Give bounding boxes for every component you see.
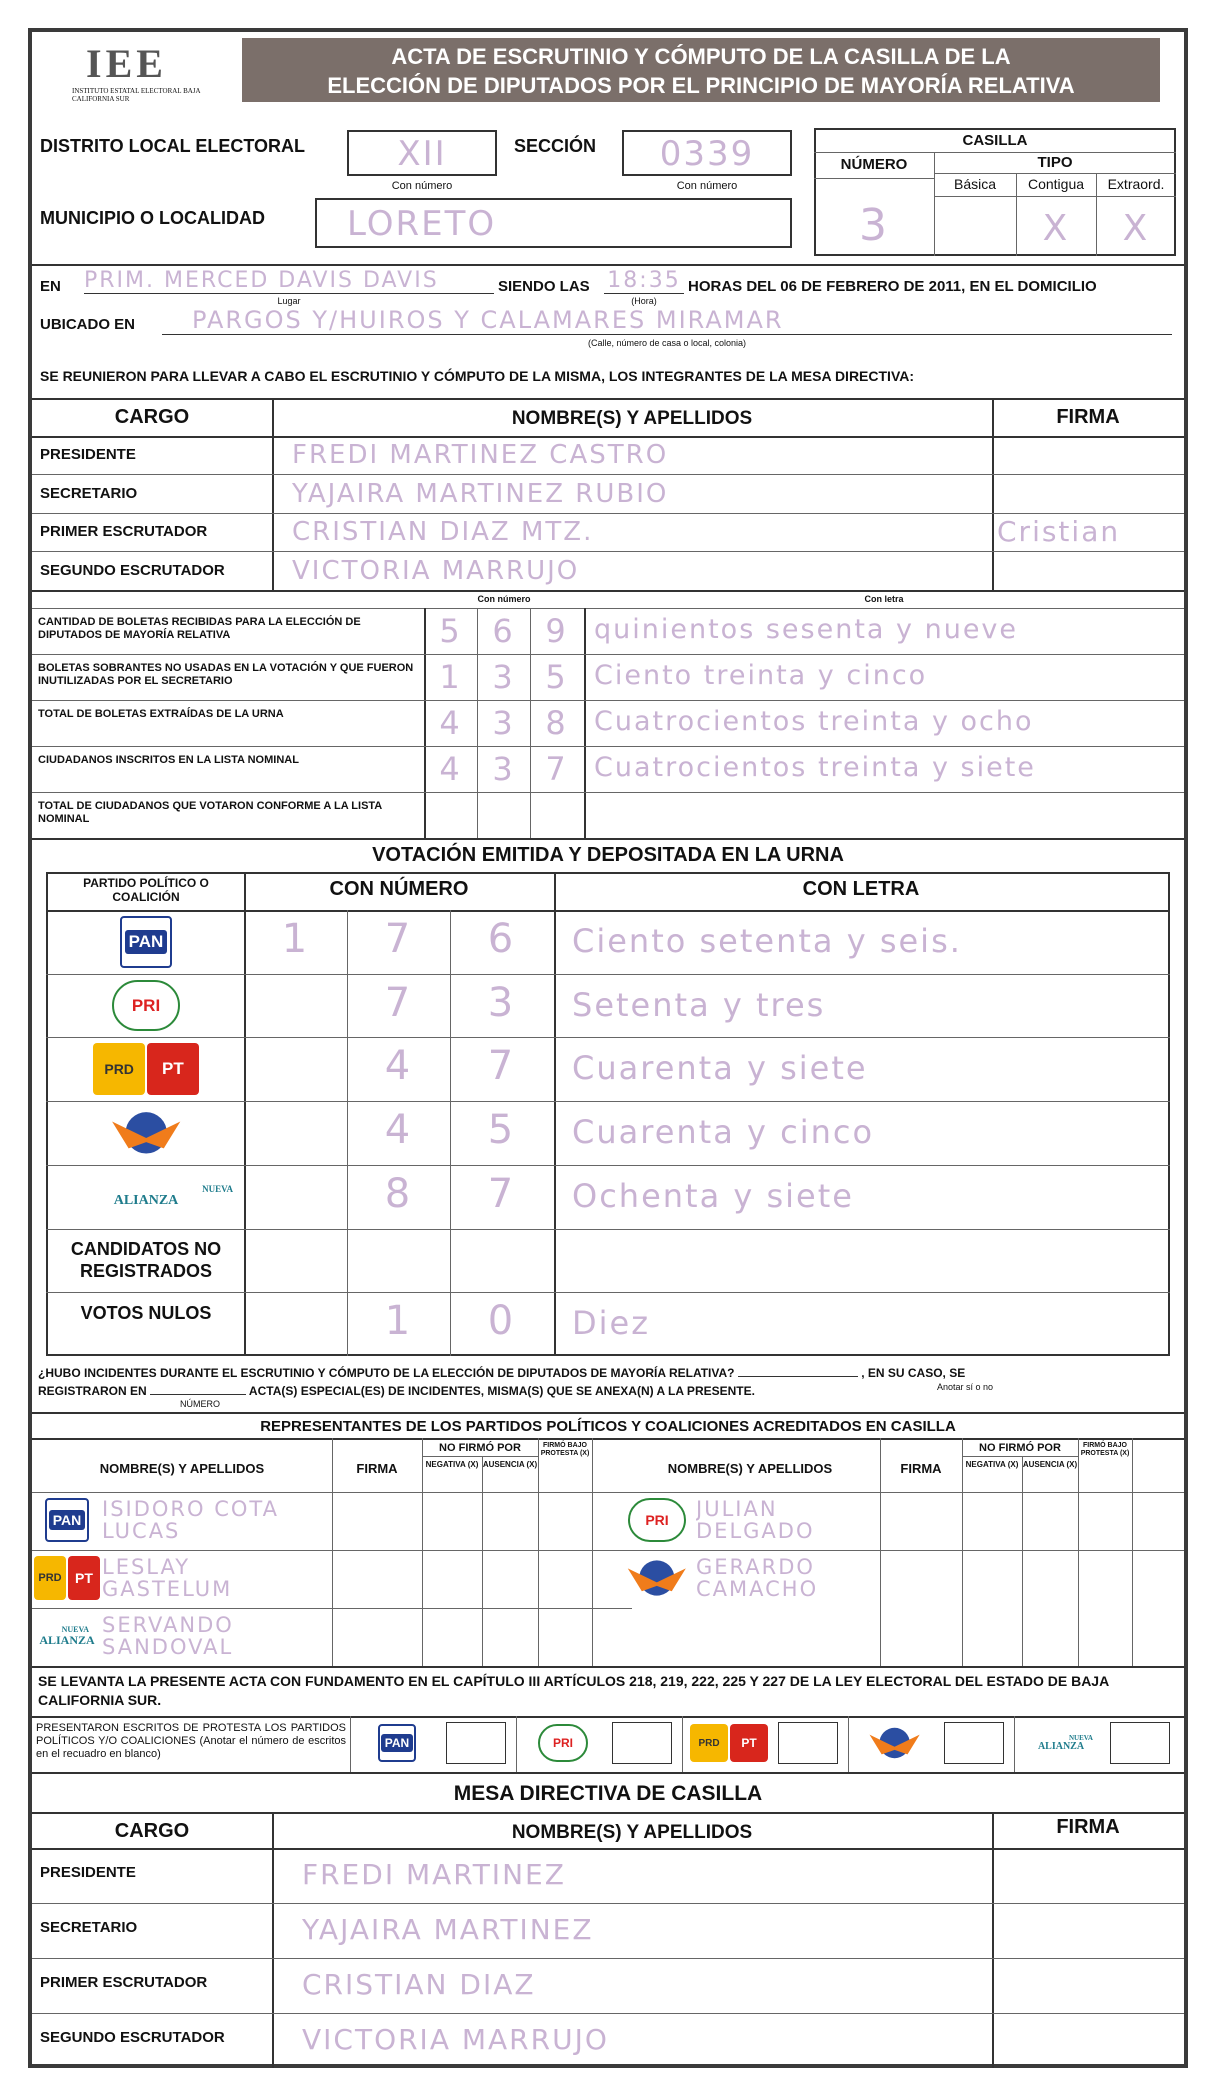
- votacion-letra-1[interactable]: Setenta y tres: [572, 985, 826, 1024]
- incidentes-q4: ACTA(S) ESPECIAL(ES) DE INCIDENTES, MISMA(S) QUE SE ANEXA(N) A LA PRESENTE.: [248, 1384, 755, 1398]
- mesa1-cargo-2: PRIMER ESCRUTADOR: [40, 523, 208, 540]
- rep-header-0-bajo_protesta: FIRMÓ BAJO PROTESTA (X): [540, 1442, 590, 1457]
- mesa2-firma-1[interactable]: [994, 1905, 1180, 1955]
- protesta-box-2[interactable]: [778, 1722, 838, 1764]
- pri-logo-icon: [112, 980, 179, 1032]
- rep-header-1-negativa: NEGATIVA (X): [965, 1460, 1019, 1469]
- boletas-label-2: TOTAL DE BOLETAS EXTRAÍDAS DE LA URNA: [38, 708, 284, 720]
- votacion-party-cell-6: [48, 1292, 244, 1356]
- ubicado-label: UBICADO EN: [40, 316, 136, 333]
- pri-logo-text: PRI: [645, 1512, 669, 1528]
- mesa2-firma-3[interactable]: [994, 2015, 1180, 2065]
- votacion-digit-6-2[interactable]: 0: [487, 1298, 516, 1345]
- pan-logo-icon: [120, 916, 172, 968]
- pan-logo-icon: [45, 1498, 89, 1542]
- boletas-con-numero: Con número: [477, 594, 531, 604]
- mesa2-nombre-0[interactable]: FREDI MARTINEZ: [302, 1858, 566, 1891]
- boletas-digit-3-1[interactable]: 3: [492, 750, 515, 788]
- fundamento-text: SE LEVANTA LA PRESENTE ACTA CON FUNDAMENTO EN EL CAPÍTULO III ARTÍCULOS 218, 219, 222, 225 Y 227 DE LA LEY ELECTORAL DEL ESTADO DE BAJA CALIFORNIA SUR.: [38, 1673, 1109, 1708]
- votacion-party-cell-1: [48, 974, 244, 1038]
- en-label: EN: [40, 278, 61, 295]
- mesa2-cargo-3: SEGUNDO ESCRUTADOR: [40, 2029, 225, 2046]
- party-logo-convergencia: [48, 1107, 244, 1159]
- votacion-digit-4-1[interactable]: 8: [384, 1170, 413, 1217]
- votacion-party-cell-0: [48, 910, 244, 974]
- municipio-field: [315, 198, 792, 248]
- boletas-letra-1[interactable]: Ciento treinta y cinco: [594, 660, 928, 691]
- boletas-digit-2-1[interactable]: 3: [492, 704, 515, 742]
- hora-value: 18:35: [604, 268, 684, 294]
- votacion-numero-header: CON NÚMERO: [329, 878, 469, 900]
- votacion-digit-0-2[interactable]: 6: [487, 916, 516, 962]
- votacion-letra-4[interactable]: Ochenta y siete: [572, 1176, 854, 1215]
- extraord-mark: X: [1122, 208, 1150, 249]
- boletas-label-4: TOTAL DE CIUDADANOS QUE VOTARON CONFORME A LA LISTA NOMINAL: [38, 800, 382, 825]
- mesa1-cargo-1: SECRETARIO: [40, 484, 138, 502]
- boletas-digit-1-2[interactable]: 5: [545, 658, 568, 696]
- pan-logo-text: PAN: [381, 1734, 413, 1752]
- seccion-field: [622, 130, 792, 176]
- mesa2-nombre-3[interactable]: VICTORIA MARRUJO: [302, 2023, 609, 2056]
- votacion-letra-2[interactable]: Cuarenta y siete: [572, 1049, 868, 1088]
- party-logo-pan: [48, 916, 244, 968]
- prd-logo-text: PRD: [698, 1737, 720, 1749]
- rep-header-1-bajo_protesta: FIRMÓ BAJO PROTESTA (X): [1080, 1442, 1130, 1457]
- boletas-letra-0[interactable]: quinientos sesenta y nueve: [594, 614, 1019, 645]
- pan-logo-icon: [378, 1724, 416, 1762]
- pri-logo-text: PRI: [131, 995, 161, 1015]
- rep-right-nombre-0[interactable]: JULIAN DELGADO: [696, 1498, 815, 1543]
- tipo-header: TIPO: [1037, 154, 1073, 171]
- votacion-digit-1-2[interactable]: 3: [487, 979, 516, 1026]
- party-logo-nueva-alianza: [1018, 1724, 1104, 1762]
- votacion-title: VOTACIÓN EMITIDA Y DEPOSITADA EN LA URNA: [372, 844, 844, 866]
- boletas-label-1: BOLETAS SOBRANTES NO USADAS EN LA VOTACIÓN Y QUE FUERON INUTILIZADAS POR EL SECRETARIO: [38, 662, 414, 687]
- reunieron-text: SE REUNIERON PARA LLEVAR A CABO EL ESCRUTINIO Y CÓMPUTO DE LA MISMA, LOS INTEGRANTES DE LA MESA DIRECTIVA:: [40, 368, 915, 384]
- incidentes-q1: ¿HUBO INCIDENTES DURANTE EL ESCRUTINIO Y CÓMPUTO DE LA ELECCIÓN DE DIPUTADOS DE MAYORÍA RELATIVA?: [38, 1366, 735, 1380]
- casilla-title: CASILLA: [962, 132, 1028, 149]
- boletas-digit-0-1[interactable]: 6: [492, 612, 515, 650]
- rep-header-1-nombres: NOMBRE(S) Y APELLIDOS: [667, 1461, 833, 1476]
- iee-logo: [72, 40, 222, 102]
- nueva-text: NUEVA: [202, 1184, 233, 1195]
- votacion-party-cell-3: [48, 1101, 244, 1165]
- party-logo-convergencia: [622, 1556, 692, 1600]
- incidentes-numero-field[interactable]: [150, 1394, 246, 1395]
- mesa1-cargo-0: PRESIDENTE: [40, 446, 136, 463]
- protesta-box-4[interactable]: [1110, 1722, 1170, 1764]
- votacion-party-cell-2: [48, 1037, 244, 1101]
- votacion-letra-0[interactable]: Ciento setenta y seis.: [572, 922, 962, 960]
- distrito-value: XII: [397, 134, 447, 174]
- pt-logo-text: PT: [161, 1059, 184, 1079]
- mesa1-firma-2[interactable]: Cristian: [997, 515, 1121, 548]
- boletas-digit-0-0[interactable]: 5: [439, 612, 462, 650]
- rep-header-0-firma: FIRMA: [356, 1461, 398, 1476]
- boletas-letra-2[interactable]: Cuatrocientos treinta y ocho: [594, 706, 1034, 737]
- mesa1-nombres-header: NOMBRE(S) Y APELLIDOS: [511, 408, 753, 429]
- document-title: [242, 38, 1160, 102]
- domicilio-caption: (Calle, número de casa o local, colonia): [587, 338, 747, 348]
- distrito-field: [347, 130, 497, 176]
- prd-logo-text: PRD: [104, 1061, 134, 1078]
- representantes-title: REPRESENTANTES DE LOS PARTIDOS POLÍTICOS Y COALICIONES ACREDITADOS EN CASILLA: [260, 1418, 956, 1435]
- mesa1-cargo-header: CARGO: [114, 406, 190, 428]
- mesa2-nombre-2[interactable]: CRISTIAN DIAZ: [302, 1968, 536, 2001]
- pri-logo-icon: [538, 1724, 587, 1762]
- votacion-digit-2-2[interactable]: 7: [487, 1043, 516, 1090]
- party-logo-nueva-alianza: [34, 1614, 100, 1658]
- boletas-con-letra: Con letra: [864, 594, 904, 604]
- rep-left-nombre-1[interactable]: LESLAY GASTELUM: [102, 1556, 233, 1601]
- pt-logo-icon: [730, 1724, 768, 1762]
- boletas-digit-3-0[interactable]: 4: [439, 750, 462, 788]
- alianza-text: ALIANZA: [39, 1633, 95, 1647]
- protesta-box-0[interactable]: [446, 1722, 506, 1764]
- party-logo-prd-pt: [686, 1724, 772, 1762]
- votacion-party-label-5: CANDIDATOS NO REGISTRADOS: [70, 1239, 222, 1282]
- lugar-caption: Lugar: [277, 296, 301, 306]
- numero-header: NÚMERO: [840, 156, 908, 173]
- seccion-caption: Con número: [676, 180, 738, 192]
- iee-logo-mark: IEE: [86, 41, 167, 86]
- nueva-text: NUEVA: [1069, 1733, 1093, 1742]
- pan-logo-text: PAN: [125, 930, 168, 954]
- boletas-digit-0-2[interactable]: 9: [545, 612, 568, 650]
- incidentes-q3: REGISTRARON EN: [38, 1384, 147, 1398]
- numero-value: 3: [859, 200, 889, 251]
- rep-header-1-ausencia: AUSENCIA (X): [1022, 1460, 1078, 1469]
- votacion-digit-0-0[interactable]: 1: [281, 916, 310, 962]
- convergencia-logo-icon: [868, 1724, 921, 1762]
- mesa2-nombres-header: NOMBRE(S) Y APELLIDOS: [511, 1822, 753, 1843]
- votacion-letra-3[interactable]: Cuarenta y cinco: [572, 1113, 875, 1152]
- votacion-party-label-6: VOTOS NULOS: [80, 1303, 212, 1324]
- pt-logo-icon: [68, 1556, 100, 1600]
- partido-header: PARTIDO POLÍTICO O COALICIÓN: [83, 876, 209, 904]
- extraord-header: Extraord.: [1107, 176, 1165, 192]
- mesa1-nombre-1[interactable]: YAJAIRA MARTINEZ RUBIO: [292, 478, 669, 509]
- votacion-letra-6[interactable]: Diez: [572, 1304, 651, 1343]
- mesa1-nombre-0[interactable]: FREDI MARTINEZ CASTRO: [292, 440, 669, 470]
- alianza-text: ALIANZA: [113, 1193, 179, 1209]
- incidentes-q2: , EN SU CASO, SE: [861, 1366, 966, 1380]
- convergencia-logo-icon: [626, 1556, 688, 1600]
- votacion-digit-2-1[interactable]: 4: [384, 1043, 413, 1090]
- pan-logo-text: PAN: [49, 1510, 86, 1530]
- nueva-text: NUEVA: [61, 1625, 89, 1634]
- pri-logo-text: PRI: [552, 1736, 573, 1750]
- contigua-mark: X: [1042, 208, 1070, 249]
- boletas-letra-3[interactable]: Cuatrocientos treinta y siete: [594, 752, 1036, 783]
- votacion-letra-header: CON LETRA: [802, 878, 920, 900]
- pt-logo-text: PT: [741, 1736, 757, 1750]
- party-logo-convergencia: [852, 1724, 938, 1762]
- domicilio-value: PARGOS Y/HUIROS Y CALAMARES MIRAMAR: [162, 306, 1172, 335]
- protesta-box-3[interactable]: [944, 1722, 1004, 1764]
- mesa1-firma-header: FIRMA: [1056, 406, 1120, 428]
- party-logo-pan: [354, 1724, 440, 1762]
- pt-logo-icon: [147, 1043, 199, 1095]
- incidentes-anotar-caption: Anotar sí o no: [937, 1382, 994, 1392]
- siendo-label: SIENDO LAS: [498, 278, 590, 295]
- votacion-digit-3-1[interactable]: 4: [384, 1107, 413, 1154]
- rep-header-0-nombres: NOMBRE(S) Y APELLIDOS: [99, 1461, 265, 1476]
- incidentes-answer-field[interactable]: [738, 1376, 858, 1377]
- rep-header-0-ausencia: AUSENCIA (X): [482, 1460, 538, 1469]
- votacion-digit-1-1[interactable]: 7: [384, 979, 413, 1026]
- alianza-text: ALIANZA: [1037, 1740, 1085, 1752]
- seccion-label: SECCIÓN: [514, 136, 597, 156]
- mesa2-title: MESA DIRECTIVA DE CASILLA: [453, 1782, 763, 1805]
- pri-logo-icon: [628, 1498, 685, 1542]
- votacion-digit-6-1[interactable]: 1: [384, 1298, 413, 1345]
- hora-caption: (Hora): [631, 296, 657, 306]
- mesa2-cargo-1: SECRETARIO: [40, 1919, 138, 1936]
- party-logo-pan: [34, 1498, 100, 1542]
- protesta-text: PRESENTARON ESCRITOS DE PROTESTA LOS PARTIDOS POLÍTICOS Y/O COALICIONES (Anotar el número de escritos en el recuadro en blanco): [36, 1722, 346, 1760]
- rep-right-nombre-1[interactable]: GERARDO CAMACHO: [696, 1556, 819, 1601]
- party-logo-pri: [48, 980, 244, 1032]
- boletas-digit-1-0[interactable]: 1: [439, 658, 462, 696]
- title-line-2: ELECCIÓN DE DIPUTADOS POR EL PRINCIPIO DE MAYORÍA RELATIVA: [327, 73, 1075, 98]
- votacion-party-cell-5: [48, 1229, 244, 1293]
- rep-header-0-negativa: NEGATIVA (X): [425, 1460, 479, 1469]
- votacion-digit-0-1[interactable]: 7: [384, 916, 413, 962]
- boletas-label-0: CANTIDAD DE BOLETAS RECIBIDAS PARA LA ELECCIÓN DE DIPUTADOS DE MAYORÍA RELATIVA: [38, 616, 361, 641]
- boletas-digit-2-2[interactable]: 8: [545, 704, 568, 742]
- party-logo-prd-pt: [48, 1043, 244, 1095]
- rep-no-firmo-1: NO FIRMÓ POR: [979, 1442, 1061, 1454]
- nueva-alianza-logo-icon: [1021, 1724, 1101, 1762]
- party-logo-nueva-alianza: [48, 1171, 244, 1223]
- protesta-box-1[interactable]: [612, 1722, 672, 1764]
- acta-sheet: [28, 28, 1188, 2068]
- prd-logo-icon: [34, 1556, 66, 1600]
- mesa2-cargo-0: PRESIDENTE: [40, 1864, 136, 1881]
- basica-header: Básica: [953, 176, 997, 192]
- title-line-1: ACTA DE ESCRUTINIO Y CÓMPUTO DE LA CASILLA DE LA: [391, 44, 1011, 69]
- municipio-label: MUNICIPIO O LOCALIDAD: [40, 208, 265, 228]
- incidentes-numero-caption: NÚMERO: [180, 1399, 220, 1409]
- horas-text: HORAS DEL 06 DE FEBRERO DE 2011, EN EL DOMICILIO: [688, 278, 1097, 295]
- mesa2-nombre-1[interactable]: YAJAIRA MARTINEZ: [302, 1913, 594, 1946]
- seccion-value: 0339: [659, 134, 755, 174]
- prd-logo-icon: [690, 1724, 728, 1762]
- party-logo-prd-pt: [34, 1556, 100, 1600]
- party-logo-pri: [520, 1724, 606, 1762]
- rep-no-firmo-0: NO FIRMÓ POR: [439, 1442, 521, 1454]
- boletas-digit-3-2[interactable]: 7: [545, 750, 568, 788]
- municipio-value: LORETO: [347, 204, 497, 244]
- mesa2-firma-0[interactable]: [994, 1850, 1180, 1900]
- rep-header-1-firma: FIRMA: [900, 1461, 942, 1476]
- contigua-header: Contigua: [1027, 176, 1085, 192]
- nueva-alianza-logo-icon: [51, 1171, 241, 1223]
- distrito-caption: Con número: [391, 180, 453, 192]
- boletas-digit-2-0[interactable]: 4: [439, 704, 462, 742]
- mesa1-nombre-3[interactable]: VICTORIA MARRUJO: [292, 555, 580, 586]
- rep-left-nombre-0[interactable]: ISIDORO COTA LUCAS: [102, 1498, 279, 1543]
- votacion-party-cell-4: [48, 1165, 244, 1229]
- incidentes-question: [38, 1366, 1184, 1380]
- votacion-digit-4-2[interactable]: 7: [487, 1170, 516, 1217]
- mesa2-cargo-2: PRIMER ESCRUTADOR: [40, 1974, 208, 1991]
- distrito-label: DISTRITO LOCAL ELECTORAL: [40, 136, 306, 156]
- pt-logo-text: PT: [75, 1570, 93, 1586]
- prd-logo-icon: [93, 1043, 145, 1095]
- votacion-digit-3-2[interactable]: 5: [487, 1107, 516, 1154]
- mesa1-nombre-2[interactable]: CRISTIAN DIAZ MTZ.: [292, 517, 594, 547]
- boletas-label-3: CIUDADANOS INSCRITOS EN LA LISTA NOMINAL: [38, 754, 299, 766]
- lugar-value: PRIM. MERCED DAVIS DAVIS: [84, 268, 494, 294]
- prd-logo-text: PRD: [38, 1572, 62, 1584]
- mesa2-firma-header: FIRMA: [1056, 1816, 1120, 1838]
- incidentes-line2: [38, 1384, 755, 1398]
- nueva-alianza-logo-icon: [37, 1614, 97, 1658]
- boletas-digit-1-1[interactable]: 3: [492, 658, 515, 696]
- institute-name: INSTITUTO ESTATAL ELECTORAL BAJA CALIFORNIA SUR: [72, 87, 201, 103]
- convergencia-logo-icon: [110, 1107, 182, 1159]
- mesa2-firma-2[interactable]: [994, 1960, 1180, 2010]
- rep-left-nombre-2[interactable]: SERVANDO SANDOVAL: [102, 1614, 234, 1659]
- mesa2-cargo-header: CARGO: [114, 1820, 190, 1842]
- party-logo-pri: [622, 1498, 692, 1542]
- mesa1-cargo-3: SEGUNDO ESCRUTADOR: [40, 561, 225, 579]
